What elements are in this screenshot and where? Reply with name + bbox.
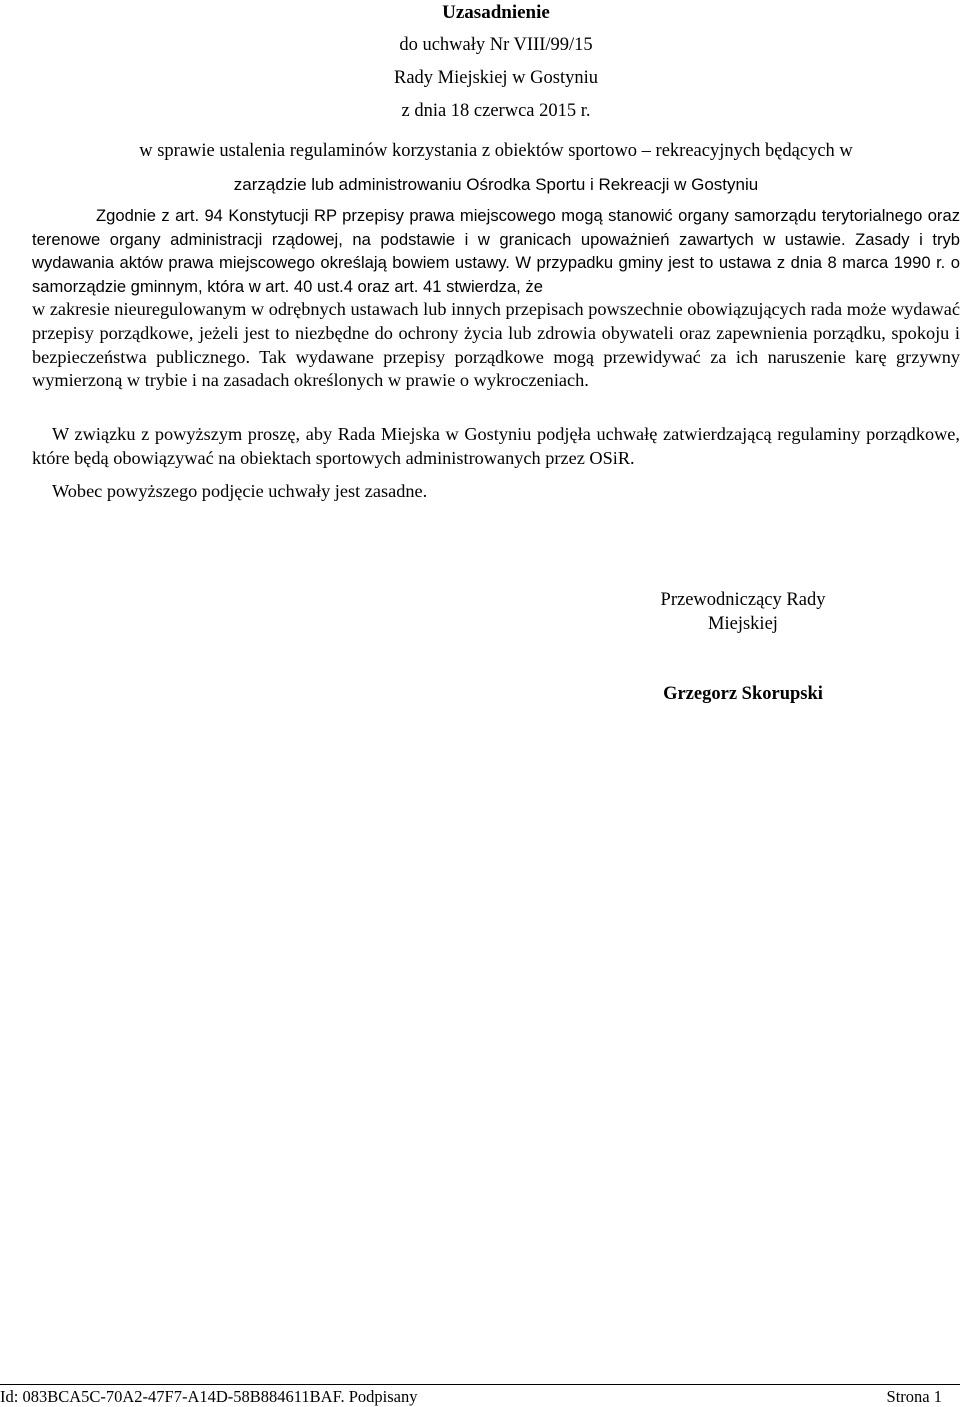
document-id: Id: 083BCA5C-70A2-47F7-A14D-58B884611BAF. Podpisany — [0, 1387, 418, 1406]
paragraph-request: W związku z powyższym proszę, aby Rada Miejska w Gostyniu podjęła uchwałę zatwierdzającą regulaminy porządkowe, które będą obowiązywać na obiektach sportowych administrowanych przez OSiR. — [32, 424, 960, 468]
subject-line-2: zarządzie lub administrowaniu Ośrodka Sportu i Rekreacji w Gostyniu — [233, 175, 759, 194]
paragraph-legal-basis-part1: Zgodnie z art. 94 Konstytucji RP przepisy prawa miejscowego mogą stanowić organy samorządu terytorialnego oraz terenowe organy administracji rządowej, na podstawie i w granicach upoważnień zawartych w ustawie. Zasady i tryb wydawania aktów prawa miejscowego określają bowiem ustawy. W przypadku gminy jest to ustawa z dnia 8 marca 1990 r. o samorządzie gminnym, która w art. 40 ust.4 oraz art. 41 stwierdza, że — [32, 206, 960, 296]
document-page — [32, 0, 960, 1407]
signatory-name: Grzegorz Skorupski — [663, 684, 823, 704]
subject-line-1: w sprawie ustalenia regulaminów korzystania z obiektów sportowo – rekreacyjnych będących w — [139, 141, 853, 161]
signature-role-line-1: Przewodniczący Rady — [660, 590, 826, 610]
paragraph-legal-basis — [32, 204, 960, 393]
signature-role-line-2: Miejskiej — [708, 614, 778, 634]
resolution-subject — [32, 134, 960, 202]
page-footer — [0, 1384, 960, 1407]
council-name: Rady Miejskiej w Gostyniu — [393, 68, 598, 88]
resolution-date: z dnia 18 czerwca 2015 r. — [401, 101, 591, 121]
paragraph-conclusion: Wobec powyższego podjęcie uchwały jest zasadne. — [52, 481, 428, 501]
resolution-number: do uchwały Nr VIII/99/15 — [399, 35, 593, 55]
signature-role — [618, 588, 868, 636]
page-number: Strona 1 — [886, 1387, 942, 1406]
paragraph-legal-basis-part2: w zakresie nieuregulowanym w odrębnych ustawach lub innych przepisach powszechnie obowiązujących rada może wydawać przepisy porządkowe, jeżeli jest to niezbędne do ochrony życia lub zdrowia obywateli oraz zapewnienia porządku, spokoju i bezpieczeństwa publicznego. Tak wydawane przepisy porządkowe mogą przewidywać za ich naruszenie karę grzywny wymierzoną w trybie i na zasadach określonych w prawie o wykroczeniach. — [32, 299, 960, 391]
document-title: Uzasadnienie — [442, 2, 550, 23]
